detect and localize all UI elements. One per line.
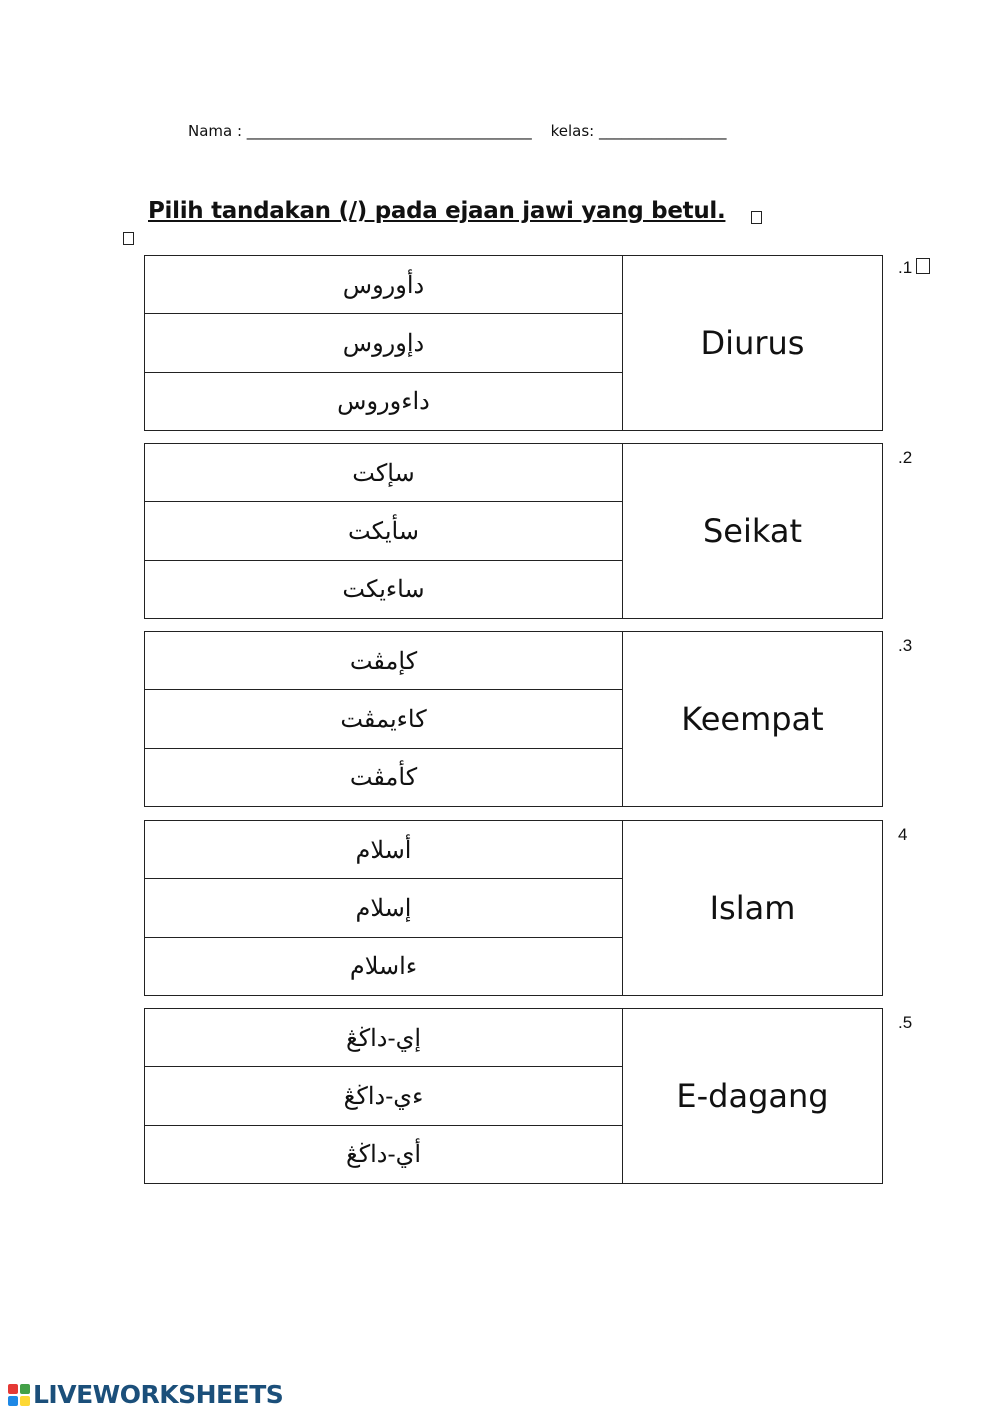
logo-squares-icon xyxy=(8,1384,30,1406)
question-table-3 xyxy=(144,631,883,807)
answer-option[interactable]: سإكت xyxy=(145,444,622,502)
checkbox-icon xyxy=(123,232,134,245)
answer-option[interactable]: ساءيكت xyxy=(342,575,425,604)
logo-square xyxy=(20,1384,30,1394)
rumi-word: Keempat xyxy=(681,700,824,738)
answer-option[interactable]: دإوروس xyxy=(145,314,622,372)
rumi-word: Seikat xyxy=(702,512,802,550)
answer-option[interactable]: دأوروس xyxy=(145,256,622,314)
rumi-word: Islam xyxy=(709,889,796,927)
answer-option[interactable]: سأيكت xyxy=(145,502,622,560)
options-column xyxy=(145,256,623,430)
question-number: 4 xyxy=(898,825,908,844)
options-column xyxy=(145,821,623,995)
answer-option[interactable]: أي-داڬڠ xyxy=(345,1140,422,1169)
options-column xyxy=(145,444,623,618)
name-field-label: Nama : ______________________________________ xyxy=(188,122,532,140)
question-number: .3 xyxy=(898,636,913,655)
answer-option[interactable]: كإمڤت xyxy=(145,632,622,690)
answer-option[interactable]: إي-داڬڠ xyxy=(145,1009,622,1067)
checkbox-icon xyxy=(751,211,762,224)
answer-option[interactable]: كأمڤت xyxy=(349,763,418,792)
rumi-word: Diurus xyxy=(700,324,805,362)
answer-option[interactable]: إسلام xyxy=(145,879,622,937)
question-table-4 xyxy=(144,820,883,996)
answer-option[interactable]: ءي-داڬڠ xyxy=(145,1067,622,1125)
checkbox-icon xyxy=(916,258,930,274)
question-number: .1 xyxy=(898,258,913,277)
options-column xyxy=(145,632,623,806)
logo-square xyxy=(8,1396,18,1406)
brand-text: LIVEWORKSHEETS xyxy=(33,1380,284,1409)
answer-option[interactable]: كاءيمڤت xyxy=(145,690,622,748)
class-field-label: kelas: _________________ xyxy=(550,122,727,140)
rumi-word: E-dagang xyxy=(676,1077,829,1115)
instruction-title: Pilih tandakan (/) pada ejaan jawi yang betul. xyxy=(148,198,726,224)
question-number: .2 xyxy=(898,448,913,467)
answer-option[interactable]: ءاسلام xyxy=(349,952,418,981)
answer-option[interactable]: أسلام xyxy=(145,821,622,879)
student-info-line xyxy=(188,122,740,140)
question-table-2 xyxy=(144,443,883,619)
logo-square xyxy=(8,1384,18,1394)
answer-option[interactable]: داءوروس xyxy=(337,387,430,416)
question-number: .5 xyxy=(898,1013,913,1032)
logo-square xyxy=(20,1396,30,1406)
question-table-1 xyxy=(144,255,883,431)
question-table-5 xyxy=(144,1008,883,1184)
options-column xyxy=(145,1009,623,1183)
liveworksheets-logo xyxy=(8,1380,283,1409)
